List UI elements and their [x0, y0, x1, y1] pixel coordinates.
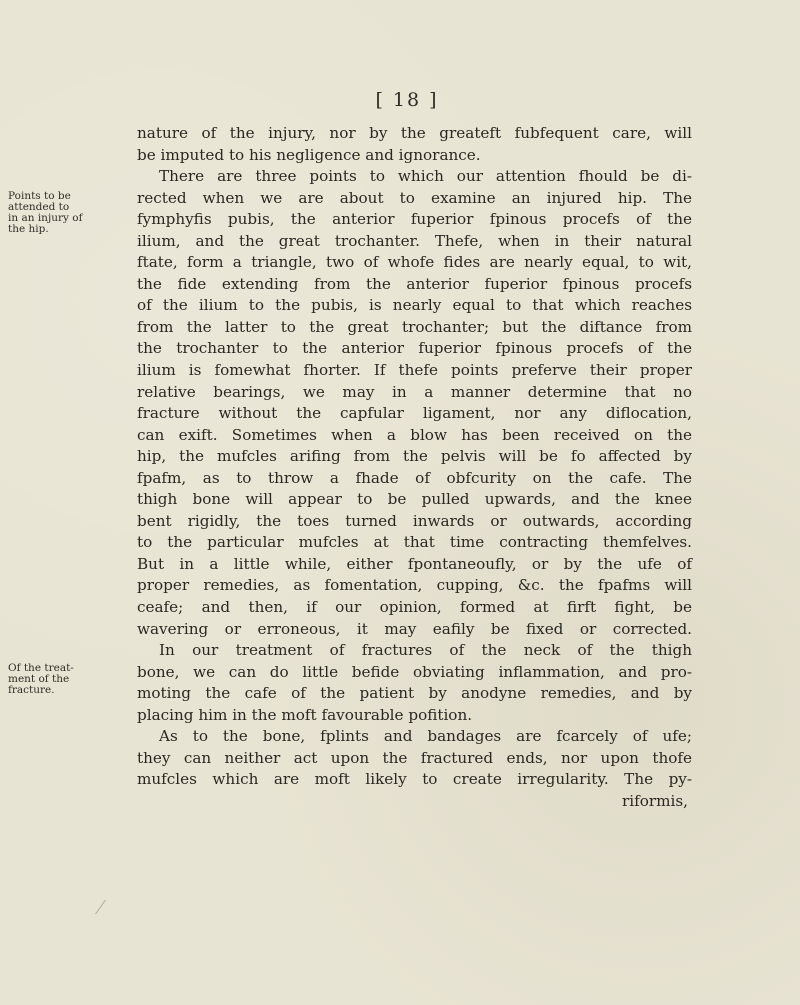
page-number: [ 18 ] [375, 89, 439, 111]
text-line: the trochanter to the anterior fuperior fpinous procefs of the [137, 339, 692, 358]
text-line: thigh bone will appear to be pulled upwards, and the knee [137, 490, 692, 509]
text-line: wavering or erroneous, it may eafily be fixed or corrected. [137, 619, 692, 638]
text-line: In our treatment of fractures of the neck of the thigh [159, 641, 692, 660]
text-line: But in a little while, either fpontaneoufly, or by the ufe of [137, 554, 692, 573]
text-line: mufcles which are moft likely to create irregularity. The py- [137, 770, 692, 789]
margin-note-fracture-treatment: Of the treat- ment of the fracture. [8, 662, 74, 696]
text-line: bone, we can do little befide obviating inflammation, and pro- [137, 662, 692, 681]
text-line: ilium is fomewhat fhorter. If thefe points preferve their proper [137, 361, 692, 380]
pencil-mark [95, 900, 124, 914]
text-line: fracture without the capfular ligament, nor any diflocation, [137, 404, 692, 423]
text-line: fymphyfis pubis, the anterior fuperior fpinous procefs of the [137, 210, 692, 229]
catchword: riformis, [621, 791, 688, 810]
text-line: can exift. Sometimes when a blow has been received on the [137, 425, 692, 444]
text-line: the fide extending from the anterior fuperior fpinous procefs [137, 274, 692, 293]
text-line: proper remedies, as fomentation, cupping, &c. the fpafms will [137, 576, 692, 595]
text-line: placing him in the moft favourable pofition. [137, 705, 473, 724]
text-line: There are three points to which our attention fhould be di- [159, 167, 692, 186]
margin-note-points-hip: Points to be attended to in an injury of the hip. [8, 190, 83, 235]
text-line: As to the bone, fplints and bandages are fcarcely of ufe; [159, 727, 692, 746]
text-line: ilium, and the great trochanter. Thefe, when in their natural [137, 231, 692, 250]
text-line: ftate, form a triangle, two of whofe fides are nearly equal, to wit, [137, 253, 692, 272]
text-line: be imputed to his negligence and ignorance. [137, 145, 481, 164]
text-line: fpafm, as to throw a fhade of obfcurity on the cafe. The [137, 468, 692, 487]
text-line: they can neither act upon the fractured ends, nor upon thofe [137, 748, 692, 767]
text-line: ceafe; and then, if our opinion, formed at firft fight, be [137, 598, 692, 617]
text-line: nature of the injury, nor by the greateft fubfequent care, will [137, 124, 692, 142]
text-line: hip, the mufcles arifing from the pelvis will be fo affected by [137, 447, 692, 466]
text-line: rected when we are about to examine an injured hip. The [137, 188, 692, 207]
text-line: to the particular mufcles at that time contracting themfelves. [137, 533, 692, 552]
text-line: bent rigidly, the toes turned inwards or outwards, according [137, 511, 692, 530]
body-text [137, 123, 692, 813]
text-line: relative bearings, we may in a manner determine that no [137, 382, 692, 401]
text-line: of the ilium to the pubis, is nearly equal to that which reaches [137, 296, 692, 315]
text-line: moting the cafe of the patient by anodyne remedies, and by [137, 684, 692, 703]
text-line: from the latter to the great trochanter; but the diftance from [137, 317, 692, 336]
